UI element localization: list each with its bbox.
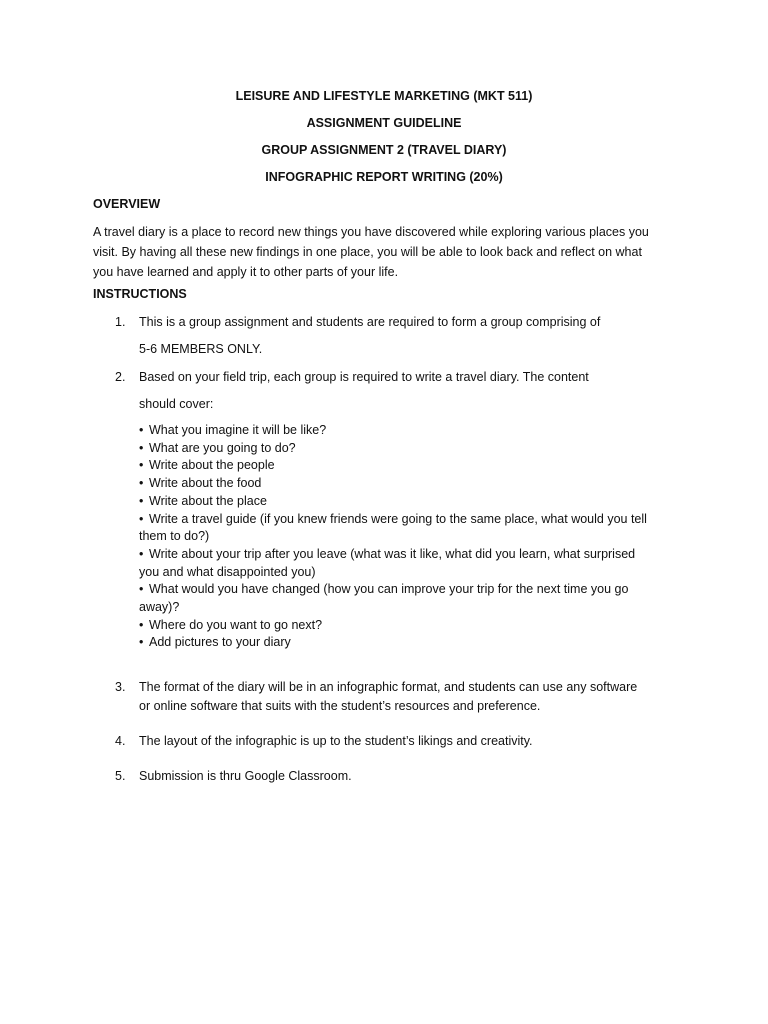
item-text: This is a group assignment and students are required to form a group comprising of <box>139 315 601 329</box>
bullet-icon: • <box>139 582 144 597</box>
item-text: The format of the diary will be in an infographic format, and students can use any software <box>139 680 638 694</box>
item-number: 4. <box>115 734 126 748</box>
bullet-text-continuation: away)? <box>139 600 180 615</box>
instruction-item-1 <box>93 313 673 332</box>
bullet-text: Write about your trip after you leave (what was it like, what did you learn, what surprised <box>149 546 636 561</box>
bullet-icon: • <box>139 546 144 561</box>
item-number: 1. <box>115 315 126 329</box>
bullet-text-continuation: you and what disappointed you) <box>139 564 316 579</box>
overview-heading: OVERVIEW <box>93 197 161 211</box>
bullet-text: What would you have changed (how you can improve your trip for the next time you go <box>149 582 629 597</box>
item-text: Submission is thru Google Classroom. <box>139 769 352 783</box>
bullet-icon: • <box>139 423 144 437</box>
course-title: LEISURE AND LIFESTYLE MARKETING (MKT 511) <box>235 89 533 103</box>
instructions-heading: INSTRUCTIONS <box>93 287 187 301</box>
list-item <box>139 617 679 635</box>
bullet-icon: • <box>139 635 144 650</box>
overview-paragraph <box>93 222 673 282</box>
item-number: 2. <box>115 370 126 384</box>
bullet-icon: • <box>139 440 144 455</box>
group-assignment-title: GROUP ASSIGNMENT 2 (TRAVEL DIARY) <box>261 143 507 157</box>
list-item <box>139 493 679 511</box>
list-item <box>139 511 679 546</box>
instruction-item-2 <box>93 368 673 387</box>
item-number: 3. <box>115 680 126 694</box>
list-item <box>139 422 679 440</box>
overview-line: visit. By having all these new findings in one place, you will be able to look back and reflect on what <box>93 245 642 259</box>
title-block <box>0 86 768 194</box>
bullet-text: Write about the people <box>149 458 275 473</box>
bullet-text: Write about the food <box>149 476 262 491</box>
item-text-continuation: or online software that suits with the student’s resources and preference. <box>139 698 541 713</box>
list-item <box>139 475 679 493</box>
bullet-text: Where do you want to go next? <box>149 617 323 632</box>
bullet-text: Add pictures to your diary <box>149 635 291 650</box>
list-item <box>139 634 679 652</box>
bullet-text: What are you going to do? <box>149 440 296 455</box>
bullet-text-continuation: them to do?) <box>139 529 210 544</box>
list-item <box>139 546 679 581</box>
list-item <box>139 457 679 475</box>
instruction-item-4 <box>93 732 673 751</box>
list-item <box>139 440 679 458</box>
item-1-continuation: 5-6 MEMBERS ONLY. <box>139 342 263 356</box>
bullet-icon: • <box>139 617 144 632</box>
guideline-title: ASSIGNMENT GUIDELINE <box>306 116 462 130</box>
bullet-icon: • <box>139 476 144 491</box>
instruction-item-3 <box>93 678 673 715</box>
item-text: Based on your field trip, each group is required to write a travel diary. The content <box>139 370 589 384</box>
bullet-text: Write a travel guide (if you knew friends were going to the same place, what would you tell <box>149 511 647 526</box>
item-text: The layout of the infographic is up to the student’s likings and creativity. <box>139 734 533 748</box>
bullet-icon: • <box>139 458 144 473</box>
overview-line: you have learned and apply it to other parts of your life. <box>93 265 399 279</box>
content-bullet-list <box>139 422 679 652</box>
instruction-item-5 <box>93 767 673 786</box>
bullet-text: Write about the place <box>149 493 267 508</box>
list-item <box>139 581 679 616</box>
bullet-text: What you imagine it will be like? <box>149 423 327 437</box>
overview-line: A travel diary is a place to record new things you have discovered while exploring various places you <box>93 225 649 239</box>
item-2-continuation: should cover: <box>139 397 214 411</box>
bullet-icon: • <box>139 511 144 526</box>
report-title: INFOGRAPHIC REPORT WRITING (20%) <box>265 170 503 184</box>
item-number: 5. <box>115 769 126 783</box>
bullet-icon: • <box>139 493 144 508</box>
